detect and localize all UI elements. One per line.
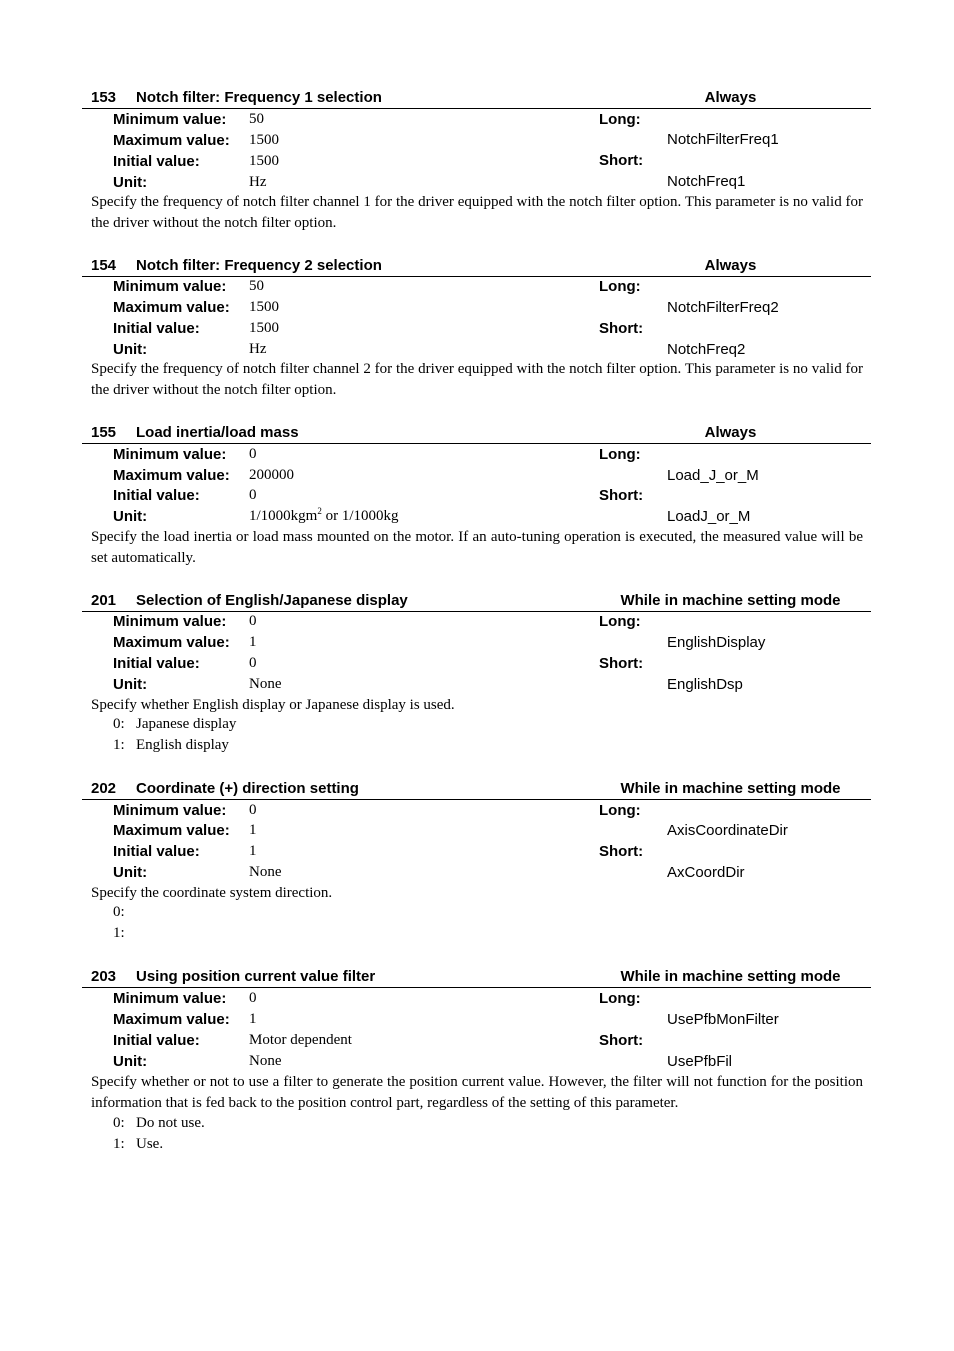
short-name: AxCoordDir — [667, 864, 745, 881]
unit-value: Hz — [249, 341, 267, 357]
unit-label: Unit: — [113, 174, 148, 191]
long-name: NotchFilterFreq1 — [667, 131, 779, 148]
unit-value: None — [249, 1053, 282, 1069]
param-name: Notch filter: Frequency 2 selection — [136, 257, 382, 274]
param-number: 203 — [91, 968, 117, 985]
long-label: Long: — [599, 613, 641, 630]
min-value: 0 — [249, 446, 257, 462]
long-name: EnglishDisplay — [667, 634, 766, 651]
unit-main: 1/1000kgm — [249, 508, 318, 524]
initial-label: Initial value: — [113, 843, 200, 860]
option-key: 1: — [113, 925, 125, 941]
option-item — [113, 737, 229, 754]
param-description: Specify whether English display or Japanese display is used. — [91, 697, 455, 713]
long-name: Load_J_or_M — [667, 467, 759, 484]
long-name: AxisCoordinateDir — [667, 822, 788, 839]
option-item — [113, 904, 136, 921]
long-label: Long: — [599, 802, 641, 819]
param-number: 153 — [91, 89, 117, 106]
min-label: Minimum value: — [113, 613, 227, 630]
param-name: Notch filter: Frequency 1 selection — [136, 89, 382, 106]
param-header — [82, 423, 871, 444]
long-name: NotchFilterFreq2 — [667, 299, 779, 316]
option-text: Use. — [136, 1136, 164, 1152]
param-condition: While in machine setting mode — [620, 592, 841, 609]
param-name: Selection of English/Japanese display — [136, 592, 408, 609]
param-name: Using position current value filter — [136, 968, 376, 985]
unit-label: Unit: — [113, 341, 148, 358]
option-item — [113, 1115, 205, 1132]
param-name: Load inertia/load mass — [136, 424, 299, 441]
min-label: Minimum value: — [113, 111, 227, 128]
max-value: 1 — [249, 634, 257, 650]
param-description: Specify the frequency of notch filter channel 1 for the driver equipped with the notch filter option. This parameter is no valid for the driver without the notch filter option. — [91, 194, 863, 231]
param-number: 155 — [91, 424, 117, 441]
initial-label: Initial value: — [113, 153, 200, 170]
max-value: 1 — [249, 1011, 257, 1027]
min-value: 0 — [249, 802, 257, 818]
param-number: 202 — [91, 780, 117, 797]
unit-value: Hz — [249, 174, 267, 190]
param-description: Specify the load inertia or load mass mounted on the motor. If an auto-tuning operation is executed, the measured value will be set automatically. — [91, 529, 863, 566]
max-label: Maximum value: — [113, 822, 230, 839]
param-condition: Always — [704, 89, 757, 106]
long-name: UsePfbMonFilter — [667, 1011, 779, 1028]
unit-superscript: 2 — [317, 506, 322, 516]
min-label: Minimum value: — [113, 802, 227, 819]
param-header — [82, 256, 871, 277]
min-value: 0 — [249, 990, 257, 1006]
short-name: NotchFreq2 — [667, 341, 746, 358]
short-label: Short: — [599, 655, 644, 672]
min-label: Minimum value: — [113, 446, 227, 463]
short-label: Short: — [599, 1032, 644, 1049]
option-key: 0: — [113, 716, 125, 732]
short-label: Short: — [599, 487, 644, 504]
param-description: Specify whether or not to use a filter to generate the position current value. However, the filter will not function for the position information that is fed back to the position control part, regardless of the setting of this parameter. — [91, 1074, 863, 1111]
min-value: 50 — [249, 111, 264, 127]
min-value: 0 — [249, 613, 257, 629]
initial-label: Initial value: — [113, 487, 200, 504]
param-condition: While in machine setting mode — [620, 780, 841, 797]
max-value: 1500 — [249, 132, 279, 148]
min-label: Minimum value: — [113, 278, 227, 295]
unit-rest: or 1/1000kg — [321, 508, 399, 524]
unit-label: Unit: — [113, 508, 148, 525]
initial-label: Initial value: — [113, 655, 200, 672]
max-value: 1 — [249, 822, 257, 838]
unit-value — [249, 508, 399, 525]
param-condition: Always — [704, 257, 757, 274]
param-name: Coordinate (+) direction setting — [136, 780, 359, 797]
option-item — [113, 1136, 163, 1153]
param-description: Specify the frequency of notch filter channel 2 for the driver equipped with the notch filter option. This parameter is no valid for the driver without the notch filter option. — [91, 361, 863, 398]
initial-value: 1500 — [249, 153, 279, 169]
long-label: Long: — [599, 111, 641, 128]
unit-value: None — [249, 864, 282, 880]
initial-label: Initial value: — [113, 1032, 200, 1049]
param-header — [82, 591, 871, 612]
param-header — [82, 779, 871, 800]
max-label: Maximum value: — [113, 1011, 230, 1028]
max-value: 200000 — [249, 467, 294, 483]
option-key: 1: — [113, 1136, 125, 1152]
max-label: Maximum value: — [113, 132, 230, 149]
initial-value: 0 — [249, 655, 257, 671]
max-label: Maximum value: — [113, 299, 230, 316]
param-condition: Always — [704, 424, 757, 441]
option-key: 0: — [113, 904, 125, 920]
short-name: EnglishDsp — [667, 676, 743, 693]
long-label: Long: — [599, 278, 641, 295]
max-label: Maximum value: — [113, 634, 230, 651]
initial-value: 1500 — [249, 320, 279, 336]
option-item — [113, 716, 236, 733]
unit-label: Unit: — [113, 864, 148, 881]
short-label: Short: — [599, 843, 644, 860]
short-name: UsePfbFil — [667, 1053, 733, 1070]
initial-value: Motor dependent — [249, 1032, 352, 1048]
short-label: Short: — [599, 152, 644, 169]
long-label: Long: — [599, 990, 641, 1007]
max-label: Maximum value: — [113, 467, 230, 484]
param-number: 154 — [91, 257, 117, 274]
option-key: 0: — [113, 1115, 125, 1131]
unit-label: Unit: — [113, 1053, 148, 1070]
short-name: NotchFreq1 — [667, 173, 746, 190]
param-header — [82, 967, 871, 988]
param-number: 201 — [91, 592, 117, 609]
min-label: Minimum value: — [113, 990, 227, 1007]
unit-label: Unit: — [113, 676, 148, 693]
min-value: 50 — [249, 278, 264, 294]
option-key: 1: — [113, 737, 125, 753]
option-text: Do not use. — [136, 1115, 205, 1131]
short-name: LoadJ_or_M — [667, 508, 751, 525]
initial-value: 0 — [249, 487, 257, 503]
initial-label: Initial value: — [113, 320, 200, 337]
short-label: Short: — [599, 320, 644, 337]
option-text: English display — [136, 737, 229, 753]
max-value: 1500 — [249, 299, 279, 315]
param-condition: While in machine setting mode — [620, 968, 841, 985]
param-header — [82, 88, 871, 109]
long-label: Long: — [599, 446, 641, 463]
initial-value: 1 — [249, 843, 257, 859]
unit-value: None — [249, 676, 282, 692]
option-item — [113, 925, 136, 942]
option-text: Japanese display — [136, 716, 237, 732]
param-description: Specify the coordinate system direction. — [91, 885, 333, 901]
